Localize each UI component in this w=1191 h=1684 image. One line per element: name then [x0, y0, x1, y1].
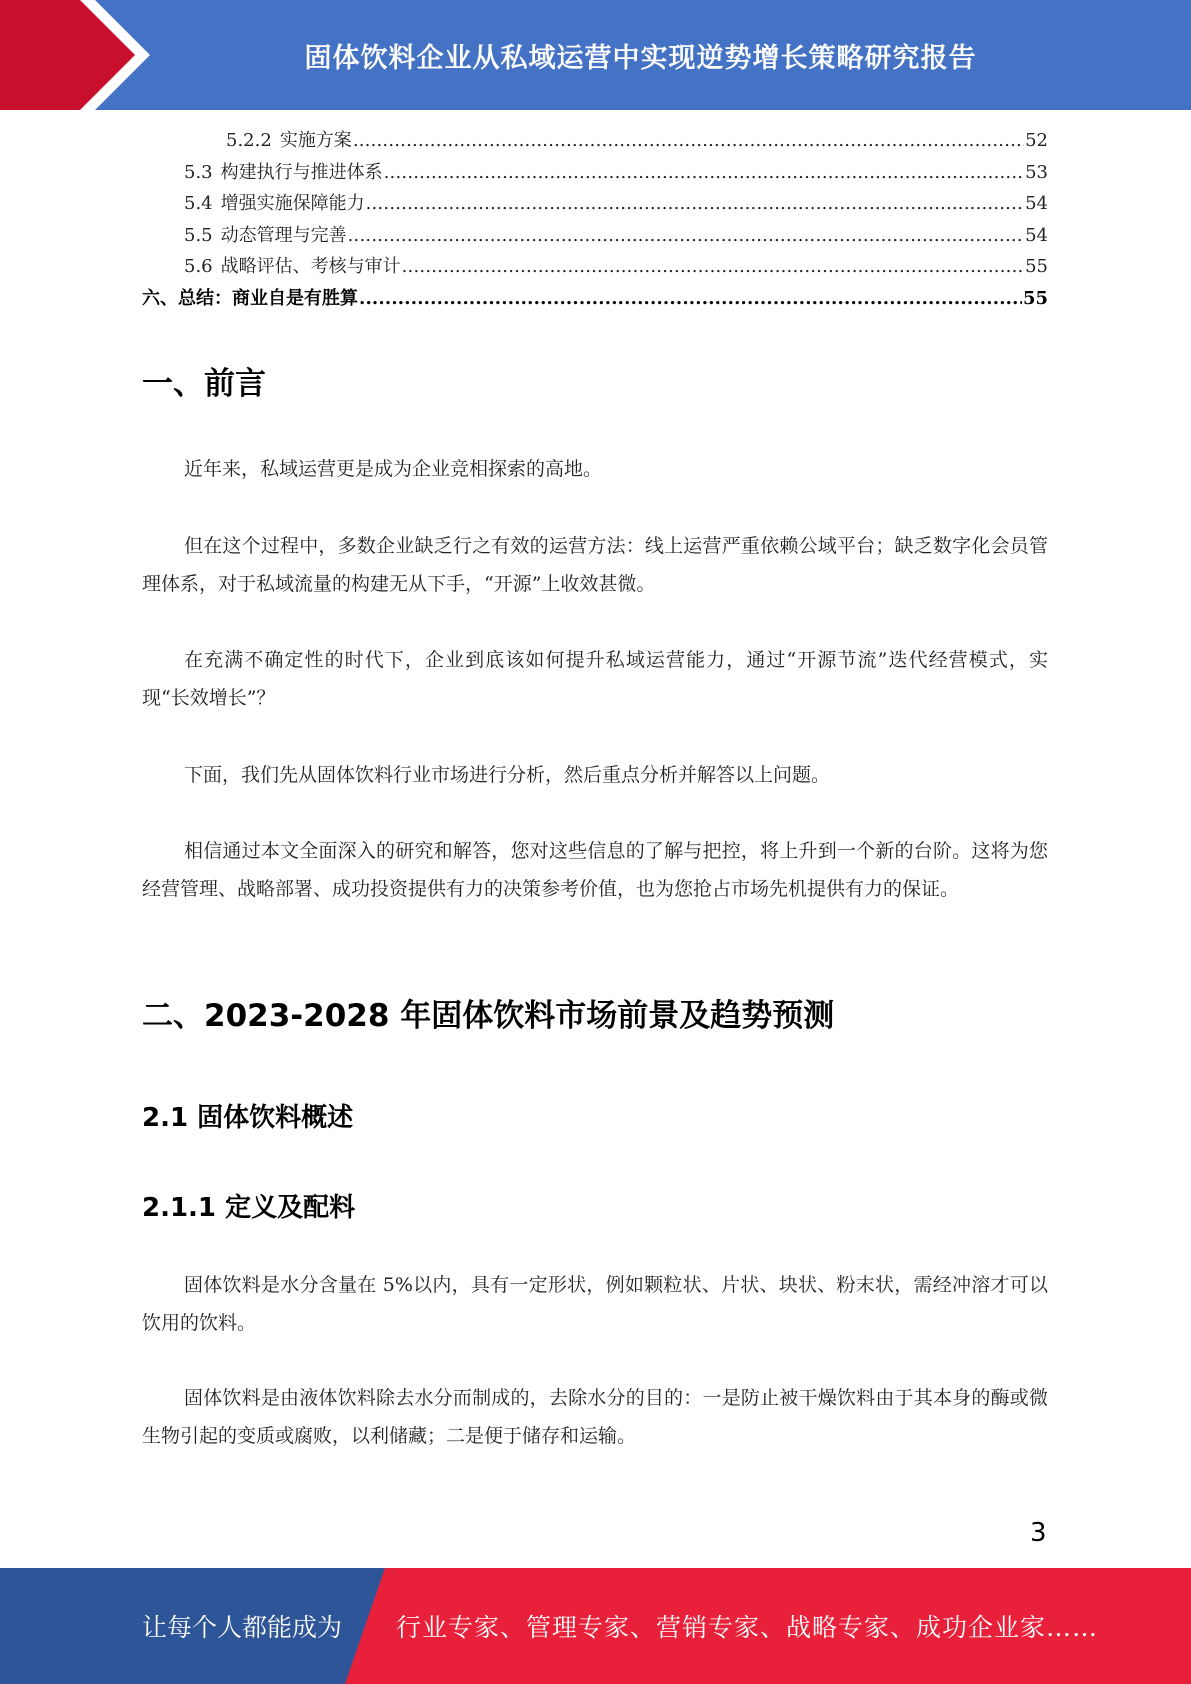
toc-item-number: 5.3 — [184, 161, 213, 183]
toc-item-title: 增强实施保障能力 — [220, 193, 365, 214]
toc-item-title: 动态管理与完善 — [220, 224, 347, 246]
toc-leader-dots — [353, 130, 1024, 151]
report-title: 固体饮料企业从私域运营中实现逆势增长策略研究报告 — [304, 42, 977, 74]
definition-paragraph-1: 固体饮料是水分含量在 5%以内，具有一定形状，例如颗粒状、片状、块状、粉末状，需经冲溶才可以饮用的饮料。 — [142, 1274, 1048, 1334]
toc-item[interactable] — [142, 158, 1048, 190]
intro-paragraph-5: 相信通过本文全面深入的研究和解答，您对这些信息的了解与把控，将上升到一个新的台阶。这将为您经营管理、战略部署、成功投资提供有力的决策参考价值，也为您抢占市场先机提供有力的保证。 — [142, 840, 1048, 900]
toc-leader-dots — [402, 256, 1024, 277]
page-header — [0, 0, 1191, 110]
toc-leader-dots — [348, 225, 1024, 246]
heading-intro: 一、前言 — [142, 366, 266, 402]
toc-item[interactable] — [142, 189, 1048, 221]
toc-item-page: 54 — [1025, 224, 1048, 246]
intro-paragraph-4: 下面，我们先从固体饮料行业市场进行分析，然后重点分析并解答以上问题。 — [184, 764, 831, 786]
toc-item-page: 55 — [1025, 256, 1048, 277]
heading-definition: 2.1.1 定义及配料 — [142, 1193, 356, 1223]
page-footer — [0, 1568, 1191, 1684]
page-number: 3 — [1030, 1518, 1047, 1548]
toc-leader-dots — [384, 162, 1024, 183]
toc-item-page: 55 — [1022, 287, 1048, 309]
toc-item-number: 5.5 — [184, 224, 213, 246]
toc-item-title: 六、总结：商业自是有胜算 — [142, 287, 358, 309]
toc-item-page: 53 — [1025, 161, 1048, 183]
toc-item-title: 实施方案 — [279, 130, 352, 151]
toc-item-number: 5.2.2 — [226, 130, 272, 151]
footer-slogan-left: 让每个人都能成为 — [142, 1613, 343, 1642]
intro-paragraph-2: 但在这个过程中，多数企业缺乏行之有效的运营方法：线上运营严重依赖公域平台；缺乏数字化会员管理体系，对于私域流量的构建无从下手，“开源”上收效甚微。 — [142, 535, 1048, 595]
toc-item-number: 5.4 — [184, 193, 213, 214]
header-arrow-graphic — [0, 0, 160, 110]
toc-item[interactable] — [142, 252, 1048, 284]
definition-paragraph-2: 固体饮料是由液体饮料除去水分而制成的，去除水分的目的：一是防止被干燥饮料由于其本身的酶或微生物引起的变质或腐败，以利储藏；二是便于储存和运输。 — [142, 1387, 1048, 1447]
toc-leader-dots — [366, 193, 1024, 214]
heading-overview: 2.1 固体饮料概述 — [142, 1103, 354, 1133]
table-of-contents — [142, 126, 1048, 315]
toc-item-number: 5.6 — [184, 256, 213, 277]
heading-market-outlook: 二、2023-2028 年固体饮料市场前景及趋势预测 — [142, 998, 835, 1034]
toc-item[interactable] — [142, 126, 1048, 158]
toc-item-page: 52 — [1025, 130, 1048, 151]
intro-paragraph-3: 在充满不确定性的时代下，企业到底该如何提升私域运营能力，通过“开源节流”迭代经营模式，实现“长效增长”？ — [142, 649, 1048, 709]
toc-item[interactable] — [142, 284, 1048, 316]
intro-paragraph-1: 近年来，私域运营更是成为企业竞相探索的高地。 — [184, 458, 603, 480]
toc-item-title: 战略评估、考核与审计 — [220, 256, 401, 277]
footer-slogan-right: 行业专家、管理专家、营销专家、战略专家、成功企业家…… — [396, 1613, 1099, 1642]
toc-leader-dots — [359, 288, 1022, 309]
toc-item[interactable] — [142, 221, 1048, 253]
toc-item-title: 构建执行与推进体系 — [220, 161, 383, 183]
toc-item-page: 54 — [1025, 193, 1048, 214]
